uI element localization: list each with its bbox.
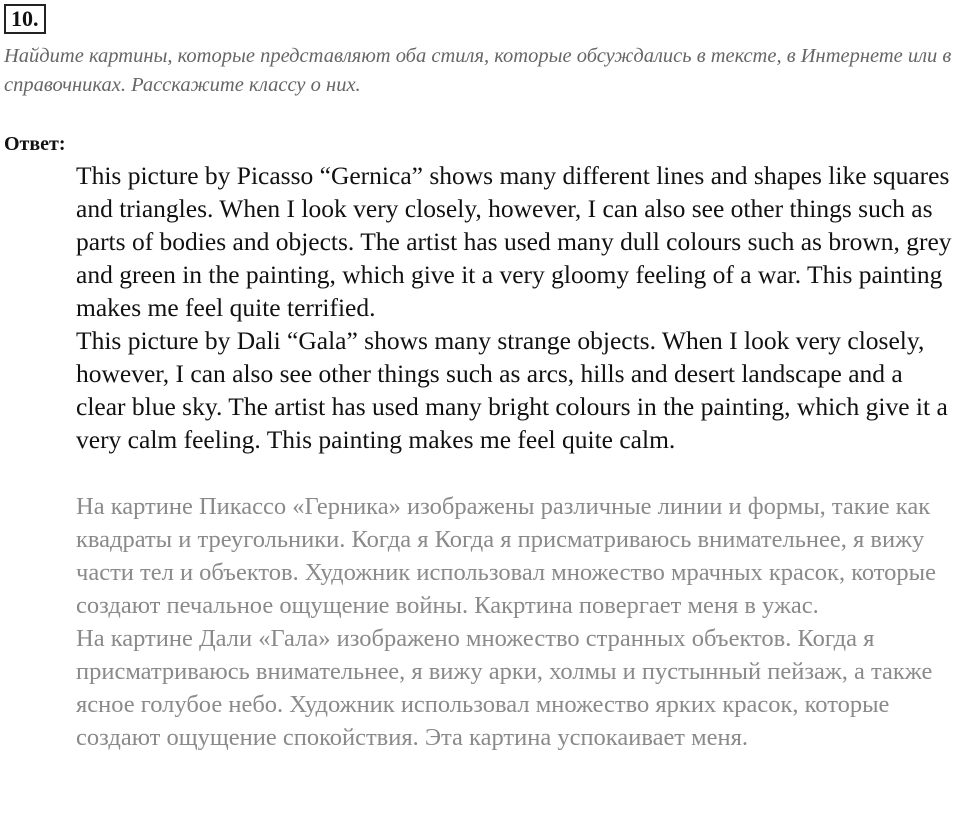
russian-paragraph-dali: На картине Дали «Гала» изображено множество странных объектов. Когда я присматриваюсь внимательнее, я вижу арки, холмы и пустынный пейзаж, а также ясное голубое небо. Художник использовал множество ярких красок, которые создают ощущение спокойствия. Эта картина успокаивает меня. — [76, 625, 933, 751]
english-paragraph-picasso: This picture by Picasso “Gernica” shows many different lines and shapes like squares and triangles. When I look very closely, however, I can also see other things such as parts of bodies and objects. The artist has used many dull colours such as brown, grey and green in the painting, which give it a very gloomy feeling of a war. This painting makes me feel quite terrified. — [76, 161, 952, 322]
english-answer — [76, 159, 956, 456]
answer-label: Ответ: — [4, 133, 66, 155]
russian-translation — [76, 490, 960, 754]
task-number: 10. — [4, 4, 46, 34]
english-paragraph-dali: This picture by Dali “Gala” shows many strange objects. When I look very closely, however, I can also see other things such as arcs, hills and desert landscape and a clear blue sky. The artist has used many bright colours in the painting, which give it a very calm feeling. This painting makes me feel quite calm. — [76, 326, 948, 454]
russian-paragraph-picasso: На картине Пикассо «Герника» изображены различные линии и формы, такие как квадраты и треугольники. Когда я Когда я присматриваюсь внимательнее, я вижу части тел и объектов. Художник использовал множество мрачных красок, которые создают печальное ощущение войны. Какртина повергает меня в ужас. — [76, 493, 937, 619]
task-instruction: Найдите картины, которые представляют оба стиля, которые обсуждались в тексте, в Интернете или в справочниках. Расскажите классу о них. — [4, 45, 952, 96]
